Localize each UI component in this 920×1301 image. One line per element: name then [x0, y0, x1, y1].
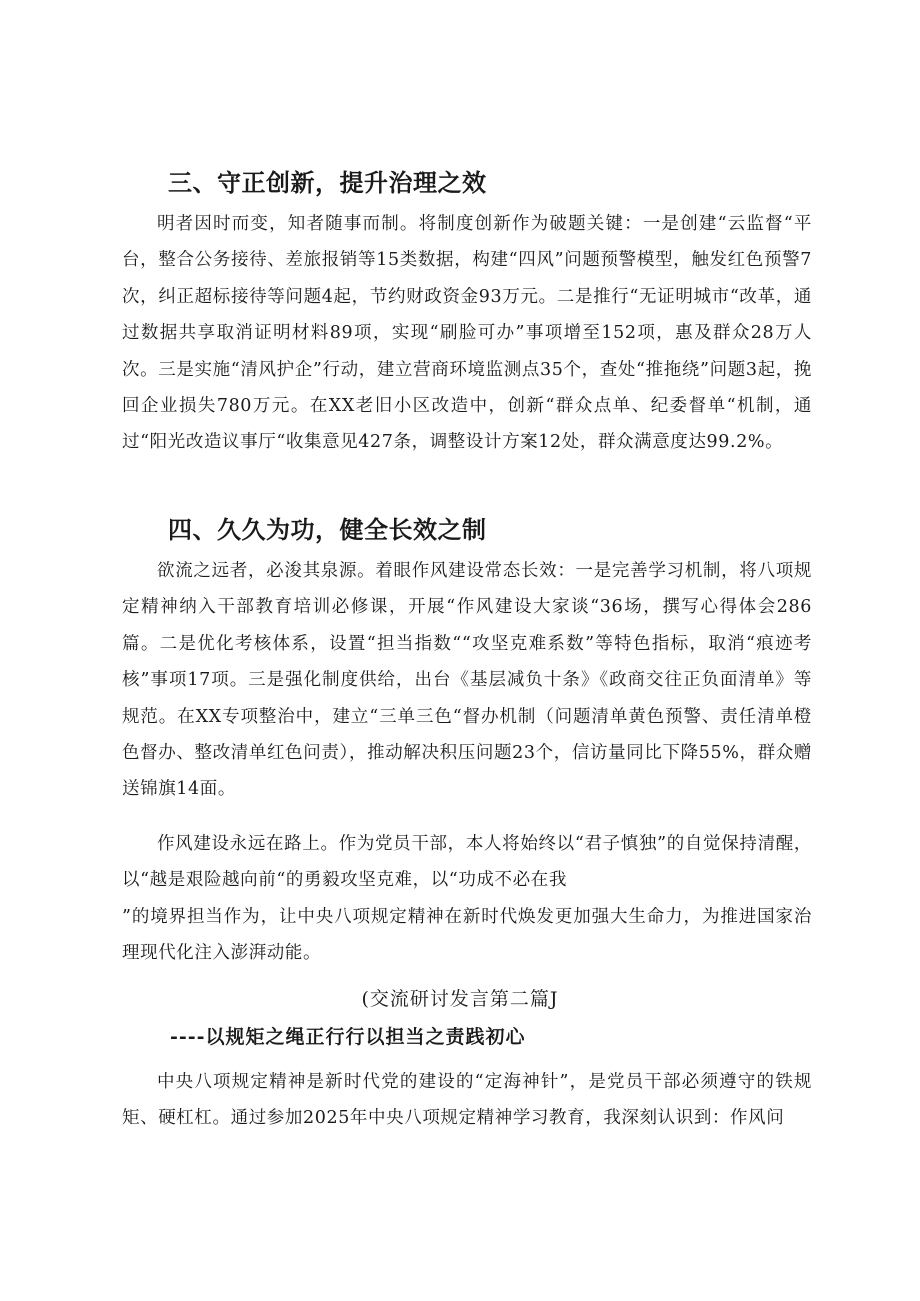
section-3-heading: 三、守正创新，提升治理之效 — [168, 169, 487, 197]
section-4-heading: 四、久久为功，健全长效之制 — [168, 516, 487, 544]
section-4-paragraph: 欲流之远者，必浚其泉源。着眼作风建设常态长效：一是完善学习机制，将八项规定精神纳入干部教育培训必修课，开展“作风建设大家谈“36场，撰写心得体会286篇。二是优化考核体系，设置“担当指数““攻坚克难系数”等特色指标，取消“痕迹考核”事项17项。三是强化制度供给，出台《基层减负十条》《政商交往正负面清单》等规范。在XX专项整治中，建立“三单三色“督办机制（问题清单黄色预警、责任清单橙色督办、整改清单红色问责），推动解决积压问题23个，信访量同比下降55%，群众赠送锦旗14面。 — [122, 561, 812, 800]
second-article-paragraph: 中央八项规定精神是新时代党的建设的“定海神针”，是党员干部必须遵守的铁规矩、硬杠杠。通过参加2025年中央八项规定精神学习教育，我深刻认识到：作风问 — [122, 1072, 812, 1129]
closing-paragraph-line1: 作风建设永远在路上。作为党员干部，本人将始终以“君子慎独”的自觉保持清醒，以“越是艰险越向前“的勇毅攻坚克难，以“功成不必在我 — [122, 834, 812, 891]
second-article-subtitle: ----以规矩之绳正行行以担当之责践初心 — [170, 1026, 526, 1048]
section-3-paragraph: 明者因时而变，知者随事而制。将制度创新作为破题关键：一是创建“云监督“平台，整合公务接待、差旅报销等15类数据，构建“四风”问题预警模型，触发红色预警7次，纠正超标接待等问题4起，节约财政资金93万元。二是推行“无证明城市“改革，通过数据共享取消证明材料89项，实现“刷脸可办”事项增至152项，惠及群众28万人次。三是实施“清风护企”行动，建立营商环境监测点35个，查处“推拖绕”问题3起，挽回企业损失780万元。在XX老旧小区改造中，创新“群众点单、纪委督单“机制，通过“阳光改造议事厅“收集意见427条，调整设计方案12处，群众满意度达99.2%。 — [122, 214, 812, 453]
closing-paragraph-line2: ”的境界担当作为，让中央八项规定精神在新时代焕发更加强大生命力，为推进国家治理现代化注入澎湃动能。 — [122, 907, 812, 964]
second-article-title: (交流研讨发言第二篇J — [361, 988, 559, 1010]
